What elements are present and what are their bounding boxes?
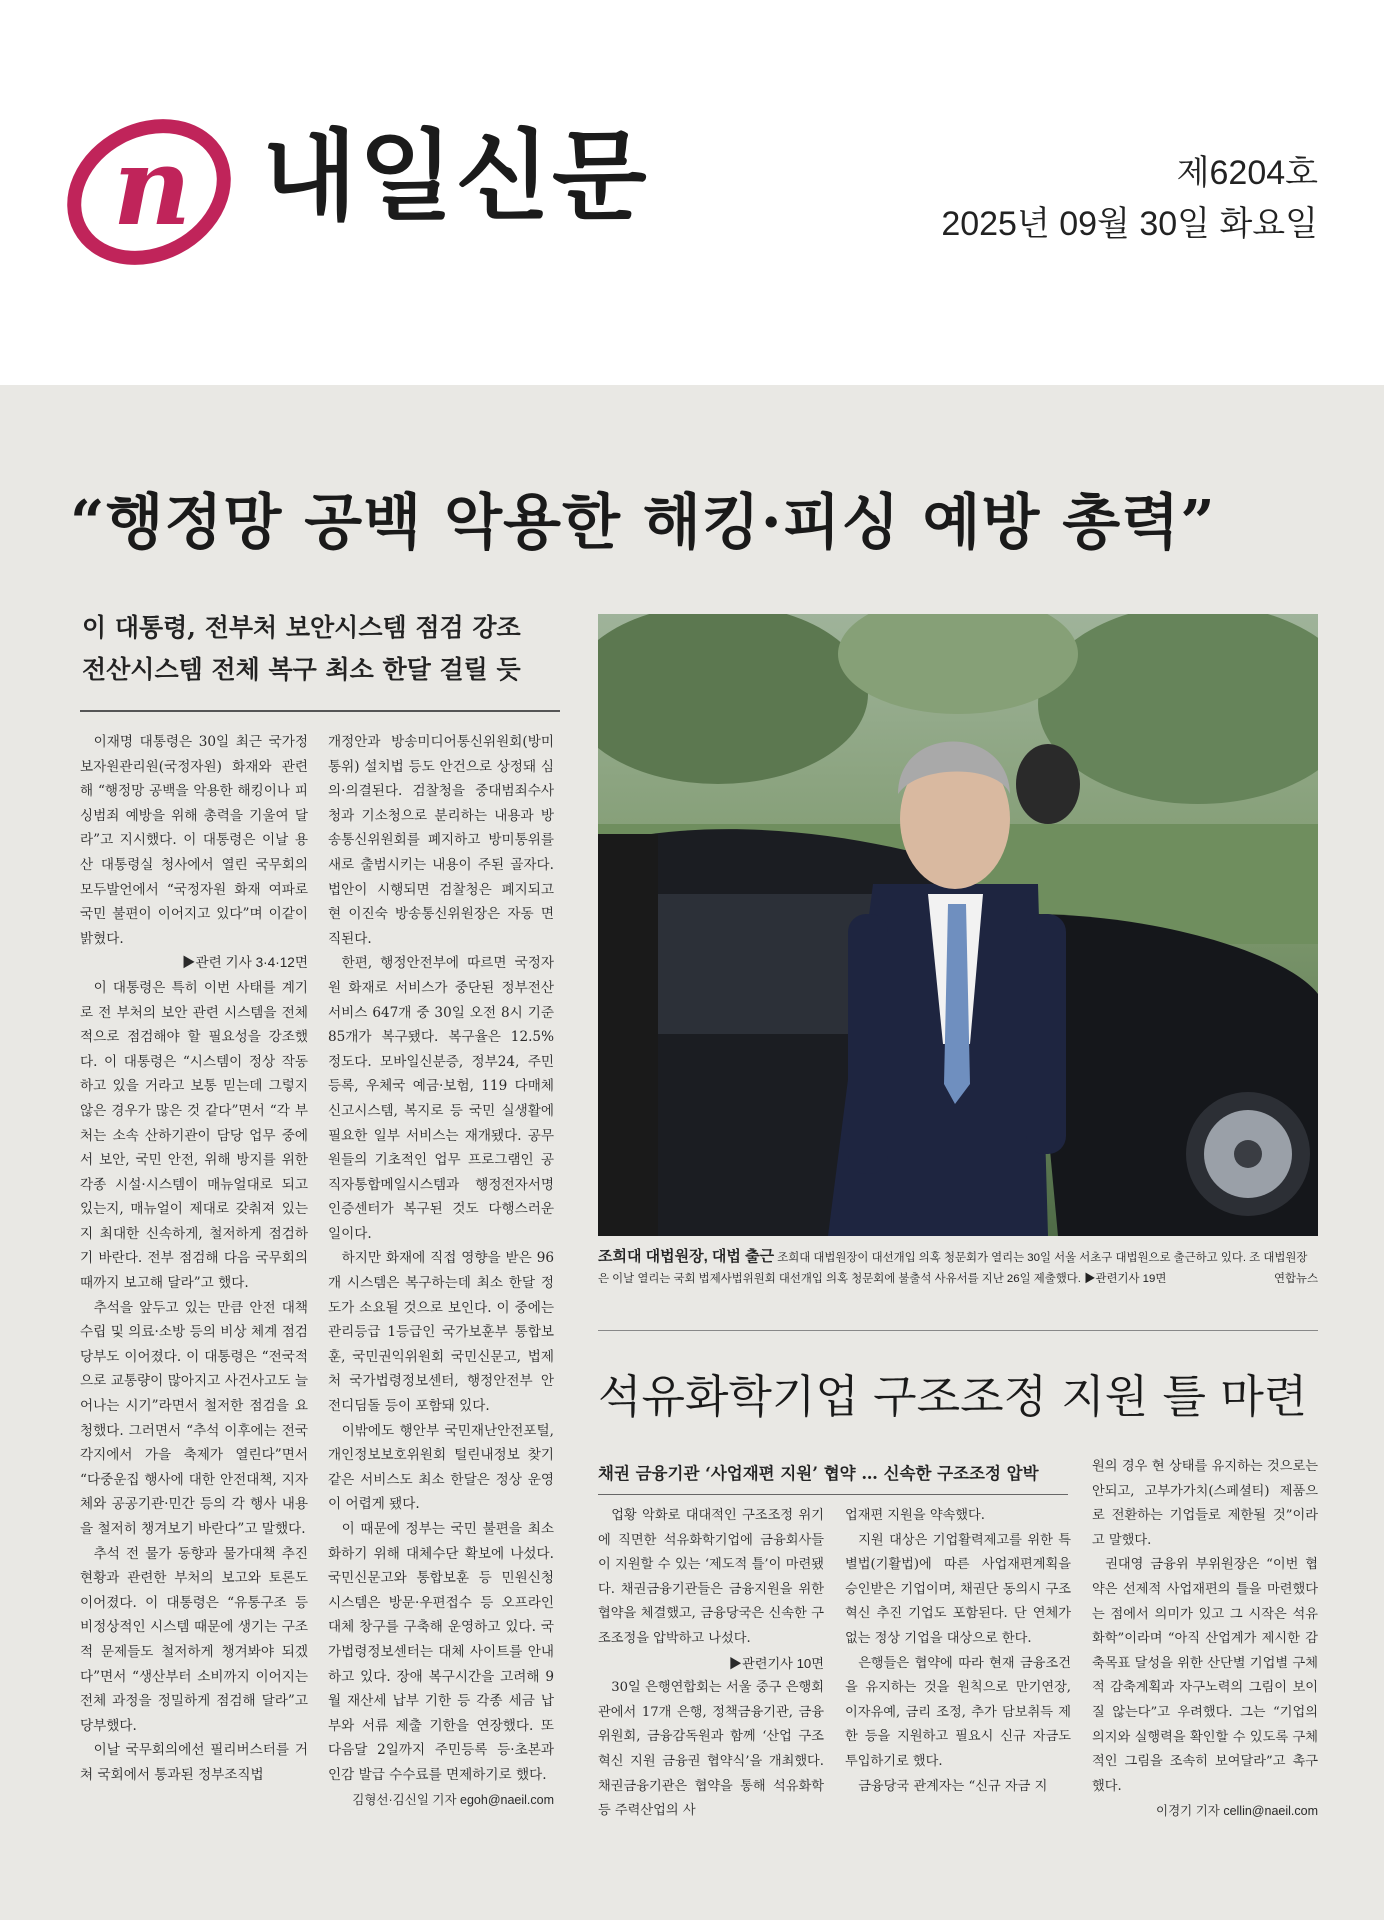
second-headline: 석유화학기업 구조조정 지원 틀 마련 — [598, 1370, 1308, 1423]
main-headline: “행정망 공백 악용한 해킹·피싱 예방 총력” — [70, 488, 1216, 558]
paragraph: 이 때문에 정부는 국민 불편을 최소화하기 위해 대체수단 확보에 나섰다. 국민신문고와 통합보훈 등 민원신청 시스템은 방문·우편접수 등 오프라인 대체 창구를 구축해 운영하고 있다. 국가법령정보센터는 대체 사이트를 안내하고 있다. 장애 복구시간을 고려해 9월 재산세 납부 기한 등 각종 세금 납부와 서류 제출 기한을 연장했다. 또 다음달 2일까지 주민등록 등·초본과 인감 발급 수수료를 면제하기로 했다. — [328, 1521, 554, 1783]
paragraph: 개정안과 방송미디어통신위원회(방미통위) 설치법 등도 안건으로 상정돼 심의·의결된다. 검찰청을 중대범죄수사청과 기소청으로 분리하는 내용과 방송통신위원회를 폐지하고 방미통위를 새로 출범시키는 내용이 주된 골자다. 법안이 시행되면 검찰청은 폐지되고 현 이진숙 방송통신위원장은 자동 면직된다. — [328, 734, 554, 947]
svg-text:n: n — [112, 124, 192, 250]
main-article-column-2 — [328, 730, 554, 1812]
byline: 이경기 기자 cellin@naeil.com — [1156, 1804, 1318, 1819]
main-subhead — [82, 607, 562, 691]
paragraph: 이 대통령은 특히 이번 사태를 계기로 전 부처의 보안 관련 시스템을 전체적으로 점검해야 할 필요성을 강조했다. 이 대통령은 “시스템이 정상 작동하고 있을 거라고 보통 믿는데 그렇지 않은 경우가 많은 것 같다”면서 “각 부처는 소속 산하기관이 담당 업무 중에서 보안, 국민 안전, 위해 방지를 위한 각종 시설·시스템이 매뉴얼대로 되고 있는지, 매뉴얼이 제대로 갖춰져 있는지 최대한 신속하게, 철저하게 점검하기 바란다. 전부 점검해 다음 국무회의 때까지 보고해 달라”고 했다. — [80, 979, 308, 1292]
paragraph: 권대영 금융위 부위원장은 “이번 협약은 선제적 사업재편의 틀을 마련했다는 점에서 의미가 있고 그 시작은 석유화학”이라며 “아직 산업계가 제시한 감축목표 달성을 위한 산단별 기업별 구체적 감축계획과 자구노력의 그림이 보이질 않는다”고 우려했다. 그는 “기업의 의지와 실행력을 확인할 수 있도록 구체적인 그림을 조속히 보여달라”고 촉구했다. — [1092, 1557, 1318, 1794]
paragraph: 한편, 행정안전부에 따르면 국정자원 화재로 서비스가 중단된 정부전산 서비스 647개 중 30일 오전 8시 기준 85개가 복구됐다. 복구율은 12.5% 정도다. 모바일신분증, 정부24, 주민등록, 우체국 예금·보험, 119 다매체 신고시스템, 복지로 등 국민 실생활에 필요한 일부 서비스는 재개됐다. 공무원들의 기초적인 업무 프로그램인 공직자통합메일시스템과 행정전자서명인증센터가 복구된 것도 다행스러운 일이다. — [328, 955, 554, 1242]
divider — [598, 1330, 1318, 1331]
second-article-column-2 — [845, 1504, 1071, 1799]
paragraph: 지원 대상은 기업활력제고를 위한 특별법(기활법)에 따른 사업재편계획을 승인받은 기업이며, 채권단 동의시 구조혁신 추진 기업도 포함된다. 단 연체가 없는 정상 기업을 대상으로 한다. — [845, 1532, 1071, 1646]
divider — [598, 1494, 1068, 1495]
main-subhead-line: 전산시스템 전체 복구 최소 한달 걸릴 듯 — [82, 655, 521, 684]
paragraph: 추석을 앞두고 있는 만큼 안전 대책 수립 및 의료·소방 등의 비상 체계 점검 당부도 이어졌다. 이 대통령은 “전국적으로 교통량이 많아지고 사건사고도 늘어나는 시기”라면서 철저한 점검을 요청했다. 그러면서 “추석 이후에는 전국 각지에서 가을 축제가 열린다”면서 “다중운집 행사에 대한 안전대책, 지자체와 공공기관·민간 등의 각 행사 내용을 철저히 챙겨보기 바란다”고 말했다. — [80, 1299, 308, 1537]
issue-info — [941, 148, 1318, 250]
issue-date: 2025년 09월 30일 화요일 — [941, 205, 1318, 243]
masthead — [0, 0, 1384, 385]
second-article-column-3 — [1092, 1455, 1318, 1824]
second-article-column-1 — [598, 1504, 824, 1824]
caption-body: 조희대 대법원장이 대선개입 의혹 청문회가 열리는 30일 서울 서초구 대법원으로 출근하고 있다. 조 대법원장은 이날 열리는 국회 법제사법위원회 대선개입 의혹 청문회에 불출석 사유서를 지난 26일 제출했다. ▶관련기사 19면 — [598, 1252, 1308, 1285]
paragraph: 업황 악화로 대대적인 구조조정 위기에 직면한 석유화학기업에 금융회사들이 지원할 수 있는 ‘제도적 틀’이 마련됐다. 채권금융기관들은 금융지원을 위한 협약을 체결했고, 금융당국은 신속한 구조조정을 압박하고 나섰다. — [598, 1508, 824, 1646]
second-subhead: 채권 금융기관 ‘사업재편 지원’ 협약 … 신속한 구조조정 압박 — [598, 1464, 1039, 1483]
paragraph: 이재명 대통령은 30일 최근 국가정보자원관리원(국정자원) 화재와 관련해 “행정망 공백을 악용한 해킹이나 피싱범죄 예방을 위해 총력을 기울여 달라”고 지시했다. 이 대통령은 이날 용산 대통령실 청사에서 열린 국무회의 모두발언에서 “국정자원 화재 여파로 국민 불편이 이어지고 있다”며 이같이 밝혔다. — [80, 734, 308, 947]
caption-title: 조희대 대법원장, 대법 출근 — [598, 1248, 775, 1265]
related-articles-ref: ▶관련기사 10면 — [728, 1655, 824, 1671]
byline: 김형선·김신일 기자 egoh@naeil.com — [352, 1792, 554, 1807]
photo-caption — [598, 1246, 1318, 1290]
divider — [80, 710, 560, 712]
naeil-logo-icon — [64, 112, 234, 272]
logo-text: 내일신문 — [262, 120, 649, 234]
related-articles-ref: ▶관련 기사 3·4·12면 — [181, 955, 308, 971]
news-photo — [598, 614, 1318, 1236]
paragraph: 금융당국 관계자는 “신규 자금 지 — [858, 1778, 1048, 1794]
paragraph: 원의 경우 현 상태를 유지하는 것으로는 안되고, 고부가가치(스페셜티) 제품으로 전환하는 기업들로 제한될 것”이라고 말했다. — [1092, 1459, 1318, 1548]
main-article-column-1 — [80, 730, 308, 1788]
paragraph: 이밖에도 행안부 국민재난안전포털, 개인정보보호위원회 털린내정보 찾기 같은 서비스도 최소 한달은 정상 운영이 어렵게 됐다. — [328, 1422, 554, 1513]
paragraph: 하지만 화재에 직접 영향을 받은 96개 시스템은 복구하는데 최소 한달 정도가 소요될 것으로 보인다. 이 중에는 관리등급 1등급인 국가보훈부 통합보훈, 국민권익위원회 국민신문고, 법제처 국가법령정보센터, 행정안전부 안전디딤돌 등이 포함돼 있다. — [328, 1250, 554, 1415]
issue-number: 제6204호 — [1176, 154, 1318, 192]
main-subhead-line: 이 대통령, 전부처 보안시스템 점검 강조 — [82, 613, 521, 642]
photo-credit: 연합뉴스 — [1273, 1273, 1318, 1285]
paragraph: 업재편 지원을 약속했다. — [845, 1508, 985, 1523]
paragraph: 은행들은 협약에 따라 현재 금융조건을 유지하는 것을 원칙으로 만기연장, 이자유예, 금리 조정, 추가 담보취득 제한 등을 지원하고 필요시 신규 자금도 투입하기로 했다. — [845, 1655, 1071, 1769]
paragraph: 이날 국무회의에선 필리버스터를 거쳐 국회에서 통과된 정부조직법 — [80, 1742, 308, 1783]
paragraph: 30일 은행연합회는 서울 중구 은행회관에서 17개 은행, 정책금융기관, 금융위원회, 금융감독원과 함께 ‘산업 구조혁신 지원 금융권 협약식’을 개최했다. 채권금융기관은 협약을 통해 석유화학 등 주력산업의 사 — [598, 1680, 824, 1819]
paragraph: 추석 전 물가 동향과 물가대책 추진 현황과 관련한 부처의 보고와 토론도 이어졌다. 이 대통령은 “유통구조 등 비정상적인 시스템 때문에 생기는 구조적 문제들도 철저하게 챙겨봐야 되겠다”면서 “생산부터 소비까지 이어지는 전체 과정을 정밀하게 점검해 달라”고 당부했다. — [80, 1545, 308, 1734]
